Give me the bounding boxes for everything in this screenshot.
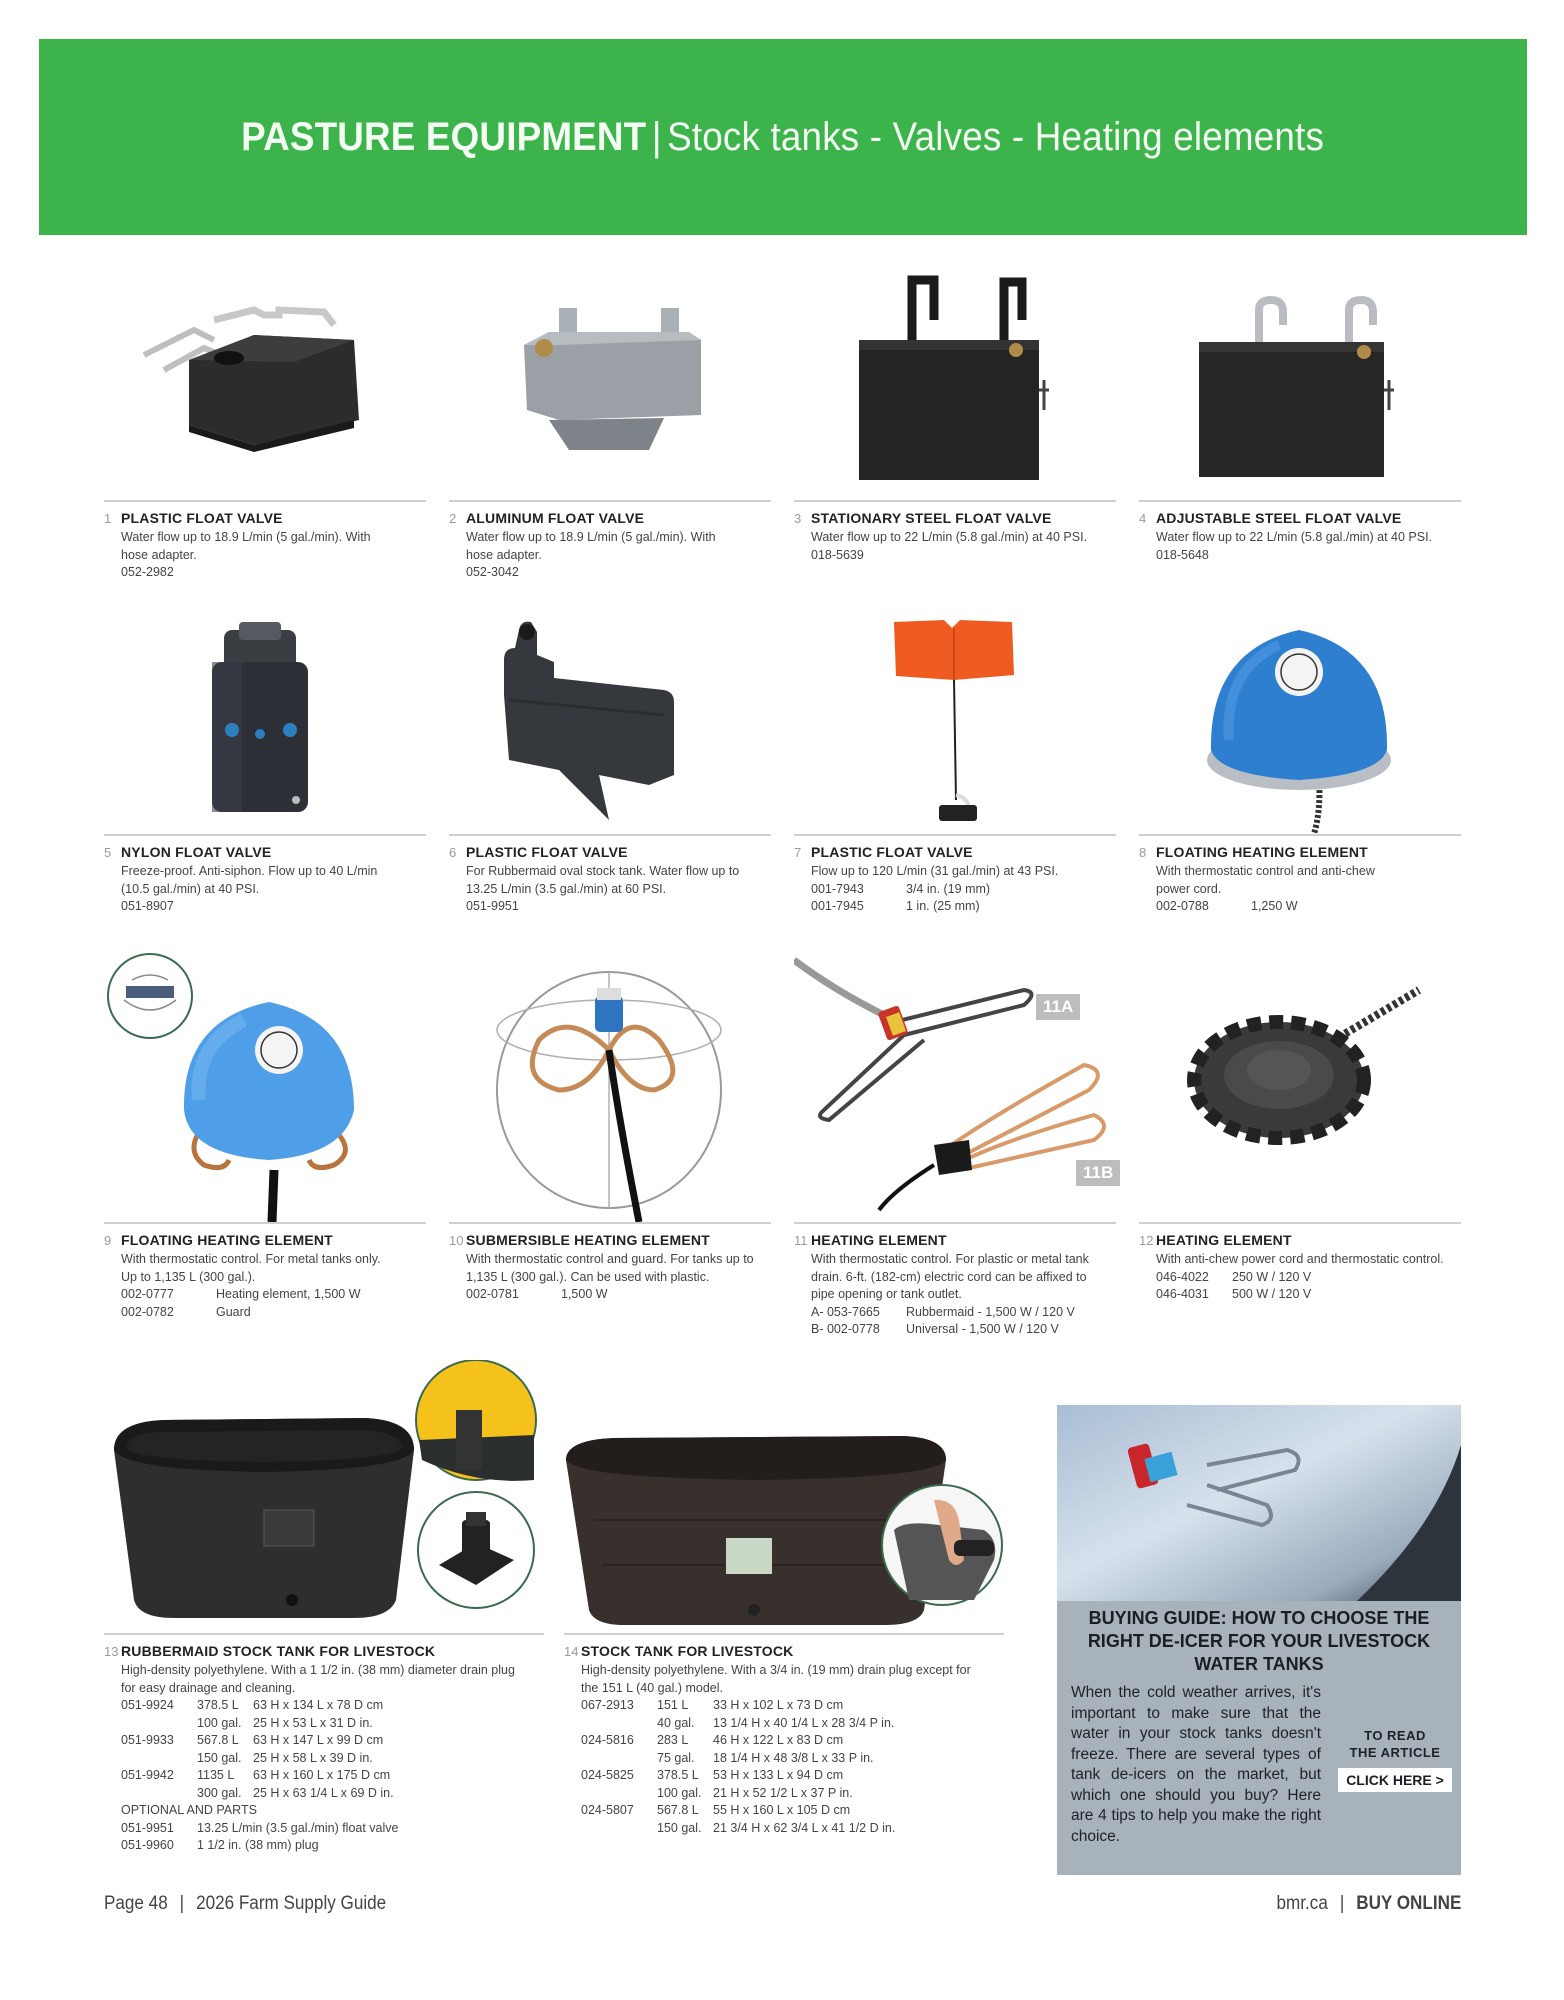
spec: 250 W / 120 V: [1232, 1269, 1312, 1284]
submersible-heater-image: [449, 950, 771, 1222]
product-title: FLOATING HEATING ELEMENT: [121, 1232, 333, 1248]
guide-name: 2026 Farm Supply Guide: [196, 1893, 387, 1914]
page-title: [242, 115, 1325, 160]
description-line: For Rubbermaid oval stock tank. Water flow up to: [466, 864, 740, 878]
guide-text: When the cold weather arrives, it's important to make sure that the water in your stock tanks doesn't freeze. There are several types of tank de-icers on the market, but which one should you buy? Here are 4 tips to help you make the right choice.: [1071, 1684, 1321, 1845]
guide-title: BUYING GUIDE: HOW TO CHOOSE THE RIGHT DE-ICER FOR YOUR LIVESTOCK WATER TANKS: [1087, 1608, 1431, 1674]
product-card-9[interactable]: [104, 950, 426, 1321]
item-number: 11: [794, 1233, 808, 1248]
product-caption: [794, 502, 1116, 564]
item-number: 6: [449, 845, 457, 860]
sku: 002-0781: [466, 1287, 519, 1301]
description-line: With thermostatic control and anti-chew: [1156, 864, 1375, 878]
product-caption: [1139, 502, 1461, 564]
description-line: 13.25 L/min (3.5 gal./min) at 60 PSI.: [466, 881, 667, 896]
sku: 002-0777: [121, 1287, 174, 1301]
product-title: STOCK TANK FOR LIVESTOCK: [581, 1643, 794, 1659]
description-line: Freeze-proof. Anti-siphon. Flow up to 40 L/min: [121, 864, 378, 878]
product-caption: [104, 502, 426, 582]
item-number: 7: [794, 845, 802, 860]
sku: 052-3042: [466, 565, 519, 579]
description-line: (10.5 gal./min) at 40 PSI.: [121, 881, 260, 896]
description-line: Flow up to 120 L/min (31 gal./min) at 43 PSI.: [811, 864, 1059, 878]
sku: 018-5639: [811, 547, 864, 562]
sku: 002-0788: [1156, 899, 1209, 913]
part-row: 051-9960 1 1/2 in. (38 mm) plug: [121, 1838, 319, 1852]
product-card-10[interactable]: [449, 950, 771, 1304]
page-number: Page 48: [104, 1893, 168, 1914]
product-caption: [794, 1224, 1116, 1339]
site-link[interactable]: bmr.ca: [1276, 1893, 1328, 1914]
description-line: power cord.: [1156, 881, 1222, 896]
plastic-float-valve-image: [104, 270, 426, 500]
product-caption: [449, 1224, 771, 1304]
product-title: PLASTIC FLOAT VALVE: [811, 844, 973, 860]
description-line: With thermostatic control. For metal tanks only.: [121, 1252, 381, 1266]
header-banner: [39, 39, 1527, 235]
title-separator: |: [652, 114, 663, 159]
spec-row: 024-5816 283 L 46 H x 122 L x 83 D cm: [581, 1733, 844, 1747]
spec: Universal - 1,500 W / 120 V: [906, 1322, 1059, 1336]
spec: 3/4 in. (19 mm): [906, 881, 991, 896]
description-line: 1,135 L (300 gal.). Can be used with plastic.: [466, 1269, 710, 1284]
product-title: FLOATING HEATING ELEMENT: [1156, 844, 1368, 860]
spec-row: 40 gal. 13 1/4 H x 40 1/4 L x 28 3/4 P in.: [657, 1715, 895, 1730]
cta-label-2: THE ARTICLE: [1349, 1745, 1441, 1760]
aluminum-float-valve-image: [449, 270, 771, 500]
spec: 1,500 W: [561, 1287, 608, 1301]
variant-tag-11b: 11B: [1076, 1160, 1120, 1186]
rubbermaid-float-valve-image: [449, 600, 771, 834]
product-card-2[interactable]: [449, 270, 771, 582]
product-caption: [104, 1224, 426, 1321]
item-number: 8: [1139, 845, 1147, 860]
item-number: 9: [104, 1233, 112, 1248]
product-card-13[interactable]: [104, 1360, 544, 1855]
floating-heater-image: [1139, 600, 1461, 834]
product-caption: [1139, 1224, 1461, 1304]
spec-row: 067-2913 151 L 33 H x 102 L x 73 D cm: [581, 1698, 844, 1712]
parts-heading: OPTIONAL AND PARTS: [121, 1803, 257, 1817]
rubbermaid-tank-image: [104, 1360, 544, 1633]
product-title: NYLON FLOAT VALVE: [121, 844, 272, 860]
cta-label-1: TO READ: [1364, 1728, 1426, 1743]
description-line: With thermostatic control and guard. For tanks up to: [466, 1252, 754, 1266]
spec: 1 in. (25 mm): [906, 899, 980, 913]
description-line: Water flow up to 18.9 L/min (5 gal./min). With: [121, 530, 371, 544]
sku: 052-2982: [121, 565, 174, 579]
spec-row: 024-5825 378.5 L 53 H x 133 L x 94 D cm: [581, 1768, 844, 1782]
spec-row: 300 gal. 25 H x 63 1/4 L x 69 D in.: [197, 1785, 394, 1800]
adjustable-steel-float-valve-image: [1139, 270, 1461, 500]
part-row: 051-9951 13.25 L/min (3.5 gal./min) float valve: [121, 1820, 399, 1835]
item-number: 14: [564, 1644, 579, 1659]
stationary-steel-float-valve-image: [794, 270, 1116, 500]
item-number: 4: [1139, 511, 1147, 526]
stock-tank-image: [564, 1360, 1004, 1633]
description-line: Water flow up to 22 L/min (5.8 gal./min) at 40 PSI.: [811, 530, 1088, 544]
spec-row: 100 gal. 25 H x 53 L x 31 D in.: [197, 1715, 373, 1730]
product-card-12[interactable]: [1139, 950, 1461, 1304]
orange-float-valve-image: [794, 600, 1116, 834]
product-caption: [104, 1635, 544, 1855]
spec-row: 150 gal. 21 3/4 H x 62 3/4 L x 41 1/2 D in.: [657, 1820, 896, 1835]
item-number: 10: [449, 1233, 464, 1248]
spec: Guard: [216, 1304, 251, 1319]
sku: 051-8907: [121, 899, 174, 913]
footer-links: [1276, 1893, 1461, 1915]
guide-cta: [1335, 1727, 1455, 1792]
product-title: SUBMERSIBLE HEATING ELEMENT: [466, 1232, 710, 1248]
sku: 001-7945: [811, 899, 864, 913]
item-number: 2: [449, 511, 457, 526]
product-caption: [794, 836, 1116, 916]
spec-row: 051-9942 1135 L 63 H x 160 L x 175 D cm: [121, 1768, 391, 1782]
product-title: PLASTIC FLOAT VALVE: [466, 844, 628, 860]
sku: B- 002-0778: [811, 1322, 880, 1336]
product-title: ADJUSTABLE STEEL FLOAT VALVE: [1156, 510, 1402, 526]
product-card-5[interactable]: [104, 600, 426, 916]
anti-chew-heater-image: [1139, 950, 1461, 1222]
product-caption: [104, 836, 426, 916]
sku: 046-4031: [1156, 1287, 1209, 1301]
product-card-1[interactable]: [104, 270, 426, 582]
description-line: hose adapter.: [466, 547, 542, 562]
sku: A- 053-7665: [811, 1304, 880, 1319]
spec-row: 051-9933 567.8 L 63 H x 147 L x 99 D cm: [121, 1733, 384, 1747]
spec-row: 75 gal. 18 1/4 H x 48 3/8 L x 33 P in.: [657, 1750, 874, 1765]
footer-separator: |: [179, 1893, 185, 1914]
product-title: RUBBERMAID STOCK TANK FOR LIVESTOCK: [121, 1643, 436, 1659]
product-card-7[interactable]: [794, 600, 1116, 916]
spec-row: 100 gal. 21 H x 52 1/2 L x 37 P in.: [657, 1785, 853, 1800]
sku: 051-9951: [466, 899, 519, 913]
item-number: 1: [104, 511, 112, 526]
product-title: STATIONARY STEEL FLOAT VALVE: [811, 510, 1052, 526]
buy-online-link[interactable]: BUY ONLINE: [1355, 1893, 1461, 1914]
description-line: pipe opening or tank outlet.: [811, 1287, 962, 1301]
product-caption: [449, 836, 771, 916]
product-card-14[interactable]: [564, 1360, 1004, 1837]
item-number: 13: [104, 1644, 119, 1659]
drain-heating-element-image: [794, 950, 1116, 1222]
description-line: hose adapter.: [121, 547, 197, 562]
description-line: for easy drainage and cleaning.: [121, 1680, 296, 1695]
product-caption: [564, 1635, 1004, 1837]
nylon-float-valve-image: [104, 600, 426, 834]
product-title: ALUMINUM FLOAT VALVE: [466, 510, 645, 526]
sku: 018-5648: [1156, 547, 1209, 562]
variant-tag-11a: 11A: [1036, 994, 1080, 1020]
description-line: With thermostatic control. For plastic or metal tank: [811, 1252, 1089, 1266]
spec: Heating element, 1,500 W: [216, 1287, 361, 1301]
product-card-3[interactable]: [794, 270, 1116, 564]
product-caption: [1139, 836, 1461, 916]
buying-guide-panel[interactable]: [1057, 1405, 1461, 1875]
description-line: Water flow up to 22 L/min (5.8 gal./min) at 40 PSI.: [1156, 530, 1433, 544]
item-number: 12: [1139, 1233, 1154, 1248]
spec: 1,250 W: [1251, 899, 1298, 913]
section-subtitle: Stock tanks - Valves - Heating elements: [667, 114, 1325, 159]
item-number: 5: [104, 845, 112, 860]
footer-separator: |: [1339, 1893, 1344, 1914]
floating-heater-guarded-image: [104, 950, 426, 1222]
item-number: 3: [794, 511, 802, 526]
spec-row: 051-9924 378.5 L 63 H x 134 L x 78 D cm: [121, 1698, 384, 1712]
spec: Rubbermaid - 1,500 W / 120 V: [906, 1304, 1075, 1319]
description-line: With anti-chew power cord and thermostatic control.: [1156, 1252, 1444, 1266]
product-title: HEATING ELEMENT: [811, 1232, 947, 1248]
description-line: High-density polyethylene. With a 3/4 in. (19 mm) drain plug except for: [581, 1663, 971, 1677]
description-line: drain. 6-ft. (182-cm) electric cord can be affixed to: [811, 1269, 1087, 1284]
section-title: PASTURE EQUIPMENT: [241, 114, 647, 159]
product-card-6[interactable]: [449, 600, 771, 916]
product-card-8[interactable]: [1139, 600, 1461, 916]
description-line: Water flow up to 18.9 L/min (5 gal./min). With: [466, 530, 716, 544]
footer-page-info: [104, 1893, 386, 1915]
sku: 001-7943: [811, 881, 864, 896]
sku: 046-4022: [1156, 1269, 1209, 1284]
description-line: the 151 L (40 gal.) model.: [581, 1680, 723, 1695]
product-title: HEATING ELEMENT: [1156, 1232, 1292, 1248]
description-line: High-density polyethylene. With a 1 1/2 in. (38 mm) diameter drain plug: [121, 1663, 515, 1677]
product-title: PLASTIC FLOAT VALVE: [121, 510, 283, 526]
spec-row: 024-5807 567.8 L 55 H x 160 L x 105 D cm: [581, 1803, 851, 1817]
description-line: Up to 1,135 L (300 gal.).: [121, 1269, 256, 1284]
product-card-4[interactable]: [1139, 270, 1461, 564]
spec: 500 W / 120 V: [1232, 1287, 1312, 1301]
product-card-11[interactable]: [794, 950, 1116, 1339]
click-here-button[interactable]: CLICK HERE >: [1338, 1768, 1452, 1792]
spec-row: 150 gal. 25 H x 58 L x 39 D in.: [197, 1750, 373, 1765]
de-icer-photo: [1057, 1405, 1461, 1601]
sku: 002-0782: [121, 1304, 174, 1319]
product-caption: [449, 502, 771, 582]
